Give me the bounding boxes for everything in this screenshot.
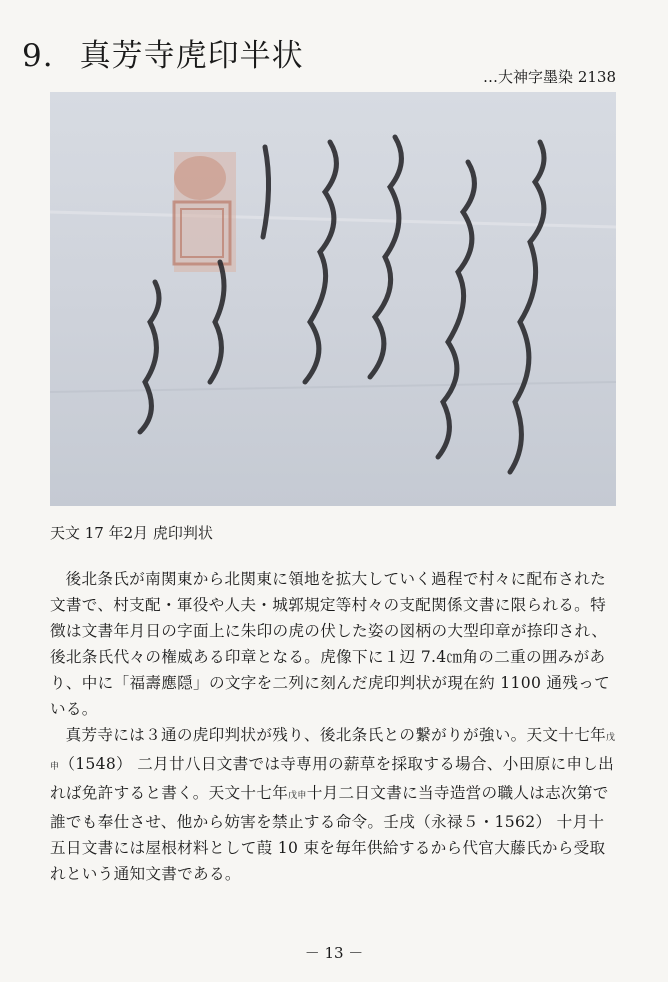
article-body xyxy=(50,566,620,887)
paragraph-2: 真芳寺には３通の虎印判状が残り、後北条氏との繋がりが強い。天文十七年戊申（1548） 二月廿八日文書では寺専用の薪草を採取する場合、小田原に申し出れば免許すると書く。天文十七年戊申十月二日文書に当寺造営の職人は志次第で誰でも奉仕させ、他から妨害を禁止する命令。壬戌（永禄５・1562） 十月十五日文書には屋根材料として葭 10 束を毎年供給するから代官大藤氏から受取れという通知文書である。 xyxy=(50,726,616,883)
section-title-text: 真芳寺虎印半状 xyxy=(79,38,304,74)
paragraph-1: 後北条氏が南関東から北関東に領地を拡大していく過程で村々に配布された文書で、村支配・軍役や人夫・城郭規定等村々の支配関係文書に限られる。特徴は文書年月日の字面上に朱印の虎の伏した姿の図柄の大型印章が捺印され、後北条氏代々の権威ある印章となる。虎像下に１辺 7.4㎝角の二重の囲みがあり、中に「福壽應隠」の文字を二列に刻んだ虎印判状が現在約 1100 通残っている。 xyxy=(50,570,610,718)
document-photo xyxy=(50,92,616,506)
page-number: － 13 － xyxy=(304,944,364,962)
photo-caption: 天文 17 年2月 虎印判状 xyxy=(50,524,213,542)
section-number: 9. xyxy=(22,38,54,74)
source-reference: …大神字墨染 2138 xyxy=(483,68,616,86)
section-title xyxy=(22,30,304,75)
document-scan-image xyxy=(50,92,616,506)
tiger-seal-icon xyxy=(174,152,236,272)
